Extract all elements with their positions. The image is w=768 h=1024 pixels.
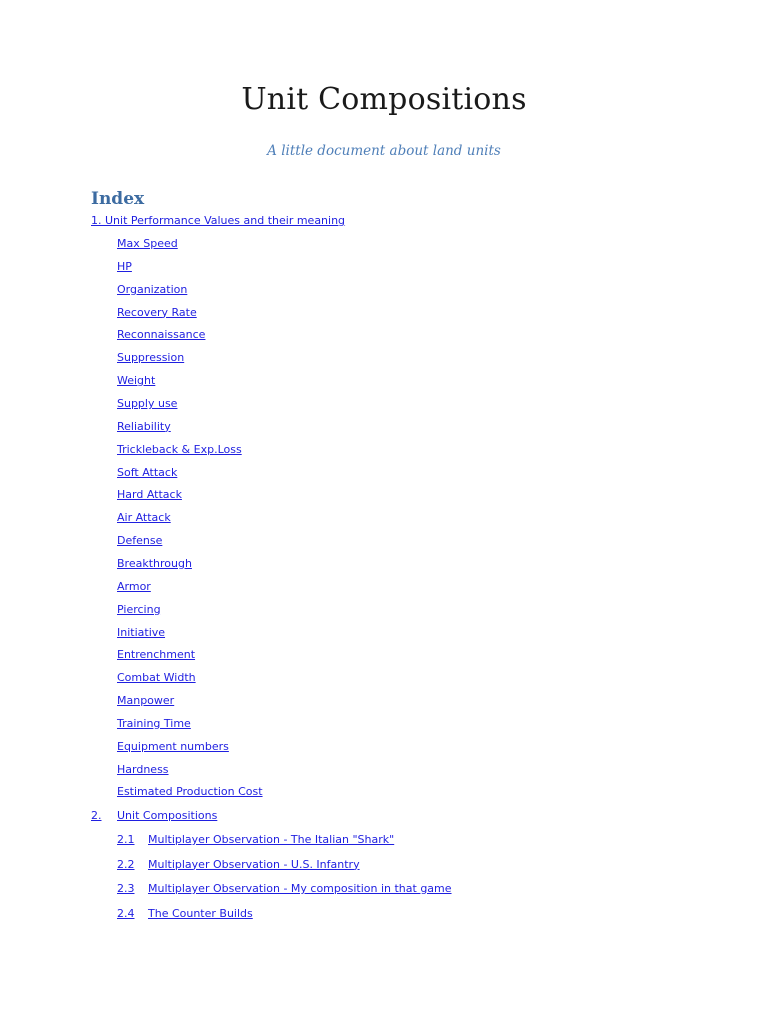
toc-link-value[interactable]: Equipment numbers bbox=[117, 739, 229, 753]
toc-link-value[interactable]: Soft Attack bbox=[117, 465, 178, 479]
toc-link-value[interactable]: Hardness bbox=[117, 762, 169, 776]
toc-link-value[interactable]: Air Attack bbox=[117, 511, 171, 525]
toc-link-subsection[interactable]: Multiplayer Observation - U.S. Infantry bbox=[148, 857, 360, 871]
toc-link-value[interactable]: Weight bbox=[117, 374, 156, 388]
toc-link-value[interactable]: HP bbox=[117, 259, 132, 273]
toc-subsection-number[interactable]: 2.3 bbox=[117, 882, 135, 895]
toc-link-value[interactable]: Trickleback & Exp.Loss bbox=[117, 442, 242, 456]
toc-link-value[interactable]: Estimated Production Cost bbox=[117, 785, 263, 799]
toc-link-section-2[interactable]: Unit Compositions bbox=[117, 809, 218, 822]
toc-link-value[interactable]: Defense bbox=[117, 534, 163, 547]
toc-link-value[interactable]: Organization bbox=[117, 282, 188, 296]
toc-subsection-number[interactable]: 2.4 bbox=[117, 906, 135, 920]
toc-link-value[interactable]: Hard Attack bbox=[117, 488, 182, 502]
document-title: Unit Compositions bbox=[241, 82, 527, 117]
toc-subsection-number[interactable]: 2.2 bbox=[117, 857, 135, 871]
toc-number-section-2[interactable]: 2. bbox=[91, 809, 102, 822]
toc-link-value[interactable]: Armor bbox=[117, 579, 151, 593]
toc-link-value[interactable]: Supply use bbox=[117, 397, 178, 410]
toc-link-value[interactable]: Reconnaissance bbox=[117, 328, 206, 342]
index-heading: Index bbox=[91, 189, 145, 209]
toc-link-value[interactable]: Manpower bbox=[117, 694, 175, 707]
toc-link-value[interactable]: Combat Width bbox=[117, 671, 196, 685]
document-subtitle: A little document about land units bbox=[267, 143, 501, 159]
toc-link-value[interactable]: Suppression bbox=[117, 351, 185, 365]
toc-link-value[interactable]: Initiative bbox=[117, 625, 166, 639]
toc-link-subsection[interactable]: The Counter Builds bbox=[148, 906, 253, 920]
toc-link-subsection[interactable]: Multiplayer Observation - The Italian "Shark" bbox=[148, 833, 395, 846]
toc-link-value[interactable]: Breakthrough bbox=[117, 556, 192, 570]
toc-subsection-number[interactable]: 2.1 bbox=[117, 833, 135, 846]
toc-link-value[interactable]: Entrenchment bbox=[117, 648, 196, 662]
toc-link-subsection[interactable]: Multiplayer Observation - My composition in that game bbox=[148, 882, 452, 895]
toc-link-value[interactable]: Reliability bbox=[117, 419, 171, 433]
toc-link-value[interactable]: Training Time bbox=[117, 716, 191, 730]
toc-link-value[interactable]: Recovery Rate bbox=[117, 305, 197, 319]
toc-link-value[interactable]: Max Speed bbox=[117, 237, 178, 250]
toc-link-section-1[interactable]: 1. Unit Performance Values and their meaning bbox=[91, 214, 346, 227]
toc-link-value[interactable]: Piercing bbox=[117, 602, 161, 616]
